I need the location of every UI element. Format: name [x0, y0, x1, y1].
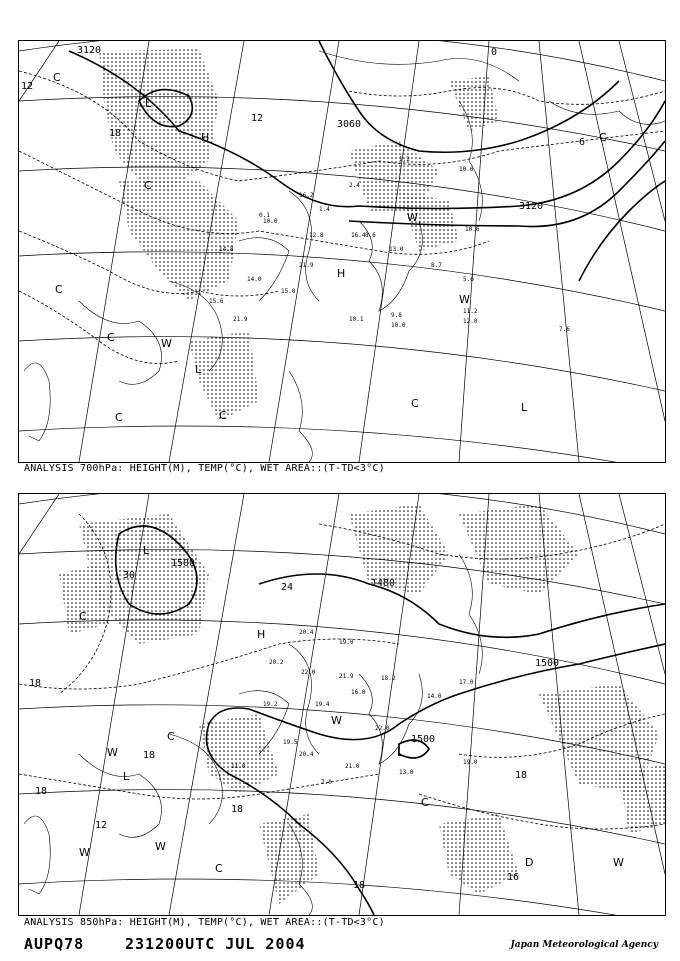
station-value: 21.9: [233, 316, 248, 323]
station-value: 16.2: [299, 192, 314, 199]
station-value: 14.0: [427, 693, 442, 700]
station-value: 1.4: [319, 206, 330, 213]
cold-center-marker: C: [144, 179, 152, 192]
isotherm-label: 24: [281, 582, 294, 593]
high-center-marker: H: [257, 628, 266, 641]
contour-label: 3120: [519, 201, 544, 212]
isotherm-label: 18: [29, 678, 42, 689]
station-value: 19.0: [339, 639, 354, 646]
isotherm-label: 6: [579, 137, 586, 148]
station-value: 20.4: [299, 751, 314, 758]
station-value: 15.6: [209, 298, 224, 305]
cold-center-marker: C: [79, 610, 87, 623]
station-value: 21.9: [299, 262, 314, 269]
contour-label: 1500: [535, 658, 560, 669]
cold-center-marker: C: [167, 730, 175, 743]
station-value: 20.2: [269, 659, 284, 666]
panel-caption-850hpa: ANALYSIS 850hPa: HEIGHT(M), TEMP(°C), WET AREA::(T-TD<3°C): [24, 917, 385, 928]
cold-center-marker: C: [107, 331, 115, 344]
agency-credit: Japan Meteorological Agency: [510, 940, 658, 950]
warm-center-marker: W: [459, 293, 470, 306]
bulletin-code: AUPQ78: [24, 935, 85, 953]
station-value: 13.0: [399, 769, 414, 776]
cold-center-marker: C: [53, 71, 61, 84]
station-value: 1.2: [399, 156, 410, 163]
low-center-marker: L: [123, 770, 130, 783]
station-value: 0.1: [259, 212, 270, 219]
isotherm-label: 18: [353, 880, 366, 891]
map-panel-850hpa: [18, 493, 666, 916]
station-value: 10.0: [263, 218, 278, 225]
station-value: 17.0: [459, 679, 474, 686]
station-value: 5.6: [463, 276, 474, 283]
station-value: 21.0: [345, 763, 360, 770]
station-value: 2.4: [349, 182, 360, 189]
station-value: 14.0: [247, 276, 262, 283]
low-center-marker: L: [397, 746, 404, 759]
warm-center-marker: W: [107, 746, 118, 759]
warm-center-marker: W: [613, 856, 624, 869]
contour-label: 1480: [371, 578, 396, 589]
station-value: 11.0: [231, 763, 246, 770]
isotherm-label: 18: [515, 770, 528, 781]
cold-center-marker: C: [599, 131, 607, 144]
panel-caption-700hpa: ANALYSIS 700hPa: HEIGHT(M), TEMP(°C), WET AREA::(T-TD<3°C): [24, 463, 385, 474]
station-value: 20.4: [299, 629, 314, 636]
station-value: 16.4: [351, 232, 366, 239]
warm-center-marker: W: [79, 846, 90, 859]
contour-label: 1500: [411, 734, 436, 745]
isotherm-label: 0: [491, 47, 498, 58]
cold-center-marker: C: [411, 397, 419, 410]
warm-center-marker: W: [407, 211, 418, 224]
map-850hpa: [19, 494, 665, 915]
station-value: 15.0: [281, 288, 296, 295]
bulletin-valid-time: 231200UTC JUL 2004: [125, 935, 306, 953]
isotherm-label: 18: [35, 786, 48, 797]
station-value: 11.2: [463, 308, 478, 315]
isotherm-label: 12: [251, 113, 264, 124]
station-value: 19.0: [463, 759, 478, 766]
isotherm-label: 18: [109, 128, 122, 139]
station-value: 14.8: [219, 246, 234, 253]
isotherm-label: 18: [143, 750, 156, 761]
station-value: 7.0: [321, 779, 332, 786]
low-center-marker: L: [195, 363, 202, 376]
low-center-marker: L: [143, 544, 150, 557]
station-value: 8.6: [365, 232, 376, 239]
station-value: 12.0: [463, 318, 478, 325]
isotherm-label: 12: [21, 81, 34, 92]
high-center-marker: H: [201, 131, 210, 144]
cold-center-marker: C: [215, 862, 223, 875]
contour-label: 1500: [171, 558, 196, 569]
warm-center-marker: W: [155, 840, 166, 853]
cold-center-marker: C: [421, 796, 429, 809]
isotherm-label: 12: [95, 820, 108, 831]
contour-label: 3060: [337, 119, 362, 130]
warm-center-marker: W: [161, 337, 172, 350]
map-panel-700hpa: [18, 40, 666, 463]
station-value: 22.0: [301, 669, 316, 676]
wet-area-shading: [99, 49, 499, 421]
cold-center-marker: C: [115, 411, 123, 424]
station-value: 18.2: [381, 675, 396, 682]
contour-label: 3120: [77, 45, 102, 56]
station-value: 10.0: [391, 322, 406, 329]
cold-center-marker: C: [55, 283, 63, 296]
station-value: 7.6: [559, 326, 570, 333]
wet-area-shading: [59, 504, 665, 904]
station-value: 22.0: [375, 725, 390, 732]
low-center-marker: L: [145, 97, 152, 110]
isotherm-label: 16: [507, 872, 520, 883]
station-value: 10.6: [465, 226, 480, 233]
cold-center-marker: C: [219, 409, 227, 422]
map-700hpa: [19, 41, 665, 462]
station-value: 10.1: [349, 316, 364, 323]
station-value: 8.7: [431, 262, 442, 269]
station-value: 12.8: [309, 232, 324, 239]
warm-center-marker: W: [331, 714, 342, 727]
station-value: 19.5: [283, 739, 298, 746]
station-value: 9.8: [391, 312, 402, 319]
station-value: 13.0: [389, 246, 404, 253]
low-center-marker: L: [521, 401, 528, 414]
high-center-marker: H: [337, 267, 346, 280]
station-value: 21.9: [339, 673, 354, 680]
isotherm-label: 18: [231, 804, 244, 815]
station-value: 19.2: [263, 701, 278, 708]
station-value: 19.4: [315, 701, 330, 708]
station-value: 16.0: [351, 689, 366, 696]
dry-center-marker: D: [525, 856, 534, 869]
station-value: 10.6: [459, 166, 474, 173]
isotherm-label: 30: [123, 570, 136, 581]
